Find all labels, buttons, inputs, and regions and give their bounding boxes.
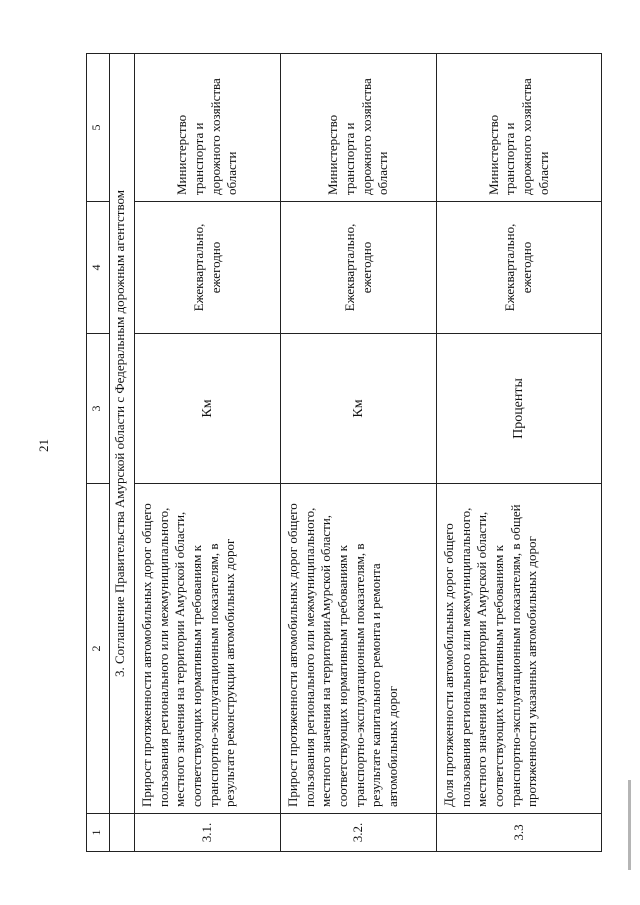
col-header-5: 5 <box>87 54 110 202</box>
scan-edge-mark <box>628 780 631 870</box>
indicator-name: Прирост протяженности автомобильных дорог общего пользования регионального или межмуниципального, местного значения на территории Амурской области, соответствующих нормативным требованиям к транспортно-эксплуатационным показателям, в результате реконструкции автомобильных дорог <box>135 484 281 814</box>
indicators-table <box>86 53 602 852</box>
responsible-cell: Министерство транспорта и дорожного хозяйства области <box>281 54 437 202</box>
col-header-2: 2 <box>87 484 110 814</box>
unit-cell: Км <box>281 334 437 484</box>
unit-cell: Проценты <box>437 334 602 484</box>
table-row <box>281 54 437 852</box>
row-number: 3.1. <box>135 814 281 852</box>
responsible-cell: Министерство транспорта и дорожного хозяйства области <box>135 54 281 202</box>
page-number: 21 <box>36 439 51 452</box>
table-row <box>135 54 281 852</box>
responsible-cell: Министерство транспорта и дорожного хозяйства области <box>437 54 602 202</box>
indicator-name: Прирост протяженности автомобильных дорог общего пользования регионального или межмуниципального, местного значения на территорииАмурской области, соответствующих нормативным требованиям к транспортно-эксплуатационным показателям, в результате капитального ремонта и ремонта автомобильных дорог <box>281 484 437 814</box>
periodicity-cell: Ежеквартально, ежегодно <box>437 202 602 334</box>
section-spacer-cell <box>110 814 135 852</box>
col-header-4: 4 <box>87 202 110 334</box>
unit-cell: Км <box>135 334 281 484</box>
section-title: 3. Соглашение Правительства Амурской области с Федеральным дорожным агентством <box>110 54 135 814</box>
column-number-row <box>87 54 110 852</box>
periodicity-cell: Ежеквартально, ежегодно <box>135 202 281 334</box>
row-number: 3.3 <box>437 814 602 852</box>
periodicity-cell: Ежеквартально, ежегодно <box>281 202 437 334</box>
indicator-name: Доля протяженности автомобильных дорог общего пользования регионального или межмуниципального, местного значения на территории Амурской области, соответствующих нормативным требованиям к транспортно-эксплуатационным показателям, в общей протяженности указанных автомобильных дорог <box>437 484 602 814</box>
section-row <box>110 54 135 852</box>
rotated-table-wrapper <box>86 54 602 852</box>
table-row <box>437 54 602 852</box>
col-header-3: 3 <box>87 334 110 484</box>
col-header-1: 1 <box>87 814 110 852</box>
row-number: 3.2. <box>281 814 437 852</box>
